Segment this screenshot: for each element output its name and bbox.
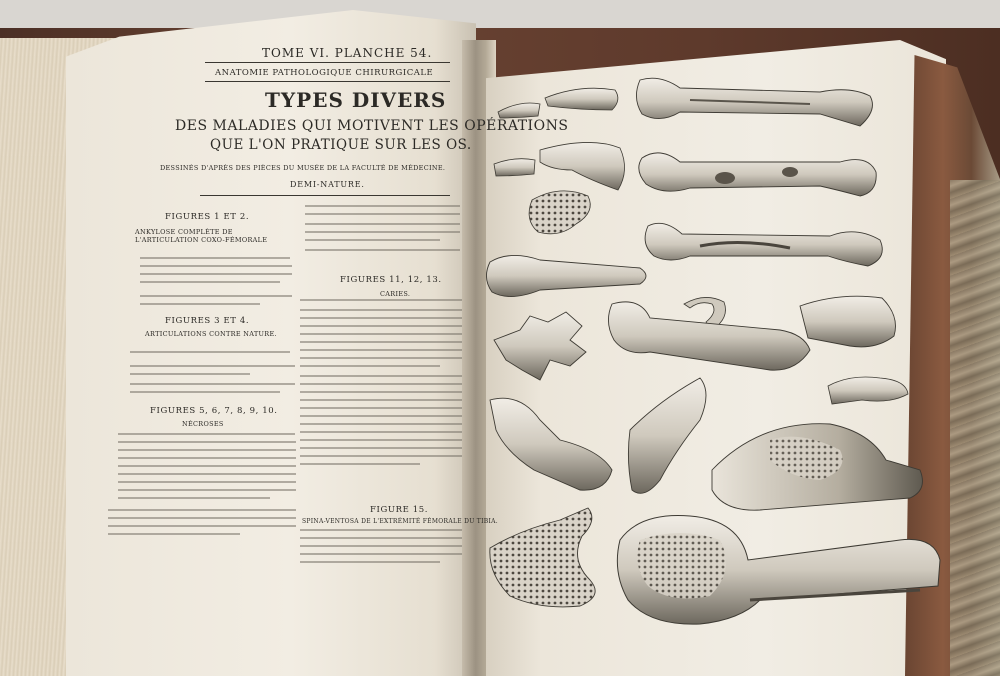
- bone-jagged-fragment: [494, 312, 586, 380]
- heading-fig-5-10: FIGURES 5, 6, 7, 8, 9, 10.: [150, 406, 278, 416]
- heading-fig-15: FIGURE 15.: [370, 505, 429, 515]
- main-title-line2: DES MALADIES QUI MOTIVENT LES OPÉRATIONS: [175, 118, 569, 134]
- subheading-spina-ventosa: SPINA-VENTOSA DE L'EXTRÉMITÉ FÉMORALE DU TIBIA.: [302, 518, 499, 525]
- subheading-ankylose: ANKYLOSE COMPLÈTE DE L'ARTICULATION COXO-FÉMORALE: [135, 228, 268, 244]
- subheading-necroses: NÉCROSES: [182, 420, 224, 428]
- bone-humerus-left: [486, 255, 646, 296]
- section-title: ANATOMIE PATHOLOGIQUE CHIRURGICALE: [215, 68, 434, 78]
- bone-knee-end: [800, 296, 896, 347]
- bone-fragment-1: [498, 88, 618, 118]
- subheading-caries: CARIES.: [380, 290, 411, 298]
- bone-fragment-2: [494, 142, 625, 190]
- heading-fig-1-2: FIGURES 1 ET 2.: [165, 212, 250, 222]
- scale-note: DEMI-NATURE.: [290, 180, 365, 189]
- heading-fig-11-13: FIGURES 11, 12, 13.: [340, 275, 442, 285]
- bone-spongy-piece: [529, 191, 590, 234]
- main-title-line3: QUE L'ON PRATIQUE SUR LES OS.: [210, 137, 472, 153]
- heading-fig-3-4: FIGURES 3 ET 4.: [165, 316, 250, 326]
- bone-curved: [628, 378, 706, 493]
- bone-lower-left: [490, 398, 612, 490]
- subheading-articulations: ARTICULATIONS CONTRE NATURE.: [145, 330, 277, 338]
- bone-femur-2: [639, 153, 876, 196]
- drawn-from-note: DESSINÉS D'APRÈS DES PIÈCES DU MUSÉE DE LA FACULTÉ DE MÉDECINE.: [160, 164, 446, 172]
- bone-tibia-mid: [608, 302, 810, 370]
- main-title: TYPES DIVERS: [265, 88, 447, 112]
- bone-small-right: [828, 377, 908, 404]
- bone-spongy-bottom: [490, 508, 595, 607]
- plate-header: TOME VI. PLANCHE 54.: [262, 46, 433, 60]
